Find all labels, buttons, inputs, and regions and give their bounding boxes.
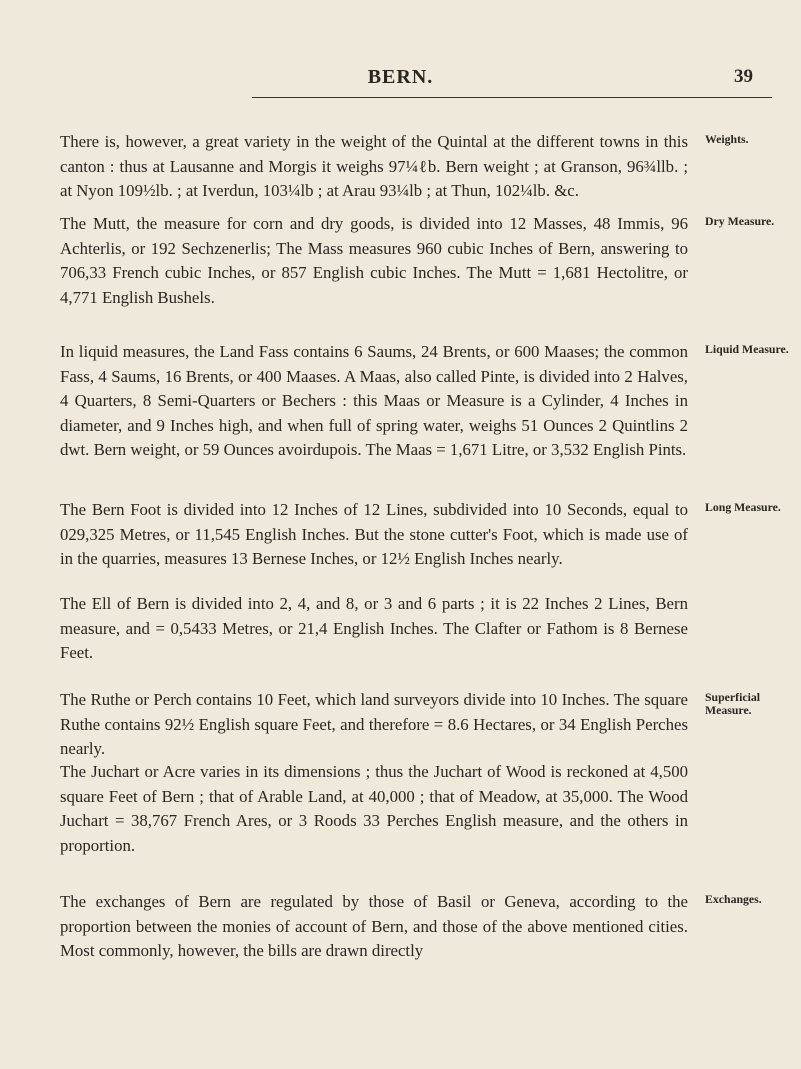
paragraph-text: The Bern Foot is divided into 12 Inches of 12 Lines, subdivided into 10 Seconds, equal to 029,325 Metres, or 11,545 English Inches. But the stone cutter's Foot, which is made use of in the quarries, measures 13 Bernese Inches, or 12½ English Inches nearly. xyxy=(60,500,688,568)
paragraph-text: The Ell of Bern is divided into 2, 4, and 8, or 3 and 6 parts ; it is 22 Inches 2 Lines, Bern measure, and = 0,5433 Metres, or 21,4 English Inches. The Clafter or Fathom is 8 Bernese Feet. xyxy=(60,594,688,662)
paragraph-ell xyxy=(60,592,688,666)
paragraph-text: The Juchart or Acre varies in its dimensions ; thus the Juchart of Wood is reckoned at 4,500 square Feet of Bern ; that of Arable Land, at 40,000 ; that of Meadow, at 35,000. The Wood Juchart = 38,767 French Ares, or 3 Roods 33 Perches English measure, and the others in proportion. xyxy=(60,762,688,855)
paragraph-text: In liquid measures, the Land Fass contains 6 Saums, 24 Brents, or 600 Maases; the common Fass, 4 Saums, 16 Brents, or 400 Maases. A Maas, also called Pinte, is divided into 2 Halves, 4 Quarters, 8 Semi-Quarters or Bechers : this Maas or Measure is a Cylinder, 4 Inches in diameter, and 9 Inches high, and when full of spring water, weighs 51 Ounces 2 Quintlins 2 dwt. Bern weight, or 59 Ounces avoirdupois. The Maas = 1,671 Litre, or 3,532 English Pints. xyxy=(60,342,688,459)
paragraph-long-measure xyxy=(60,498,688,572)
margin-note-weights: Weights. xyxy=(705,132,749,146)
page-number: 39 xyxy=(734,66,753,87)
paragraph-weights xyxy=(60,130,688,204)
running-title: BERN. xyxy=(367,66,434,88)
margin-note-superficial-measure: Superficial Measure. xyxy=(705,690,761,717)
margin-note-dry-measure: Dry Measure. xyxy=(705,214,775,228)
margin-note-exchanges: Exchanges. xyxy=(705,892,762,906)
paragraph-text: The exchanges of Bern are regulated by those of Basil or Geneva, according to the proportion between the monies of account of Bern, and those of the above mentioned cities. Most commonly, however, the bills are drawn directly xyxy=(60,892,688,960)
margin-note-liquid-measure: Liquid Measure. xyxy=(705,342,789,356)
margin-note-long-measure: Long Measure. xyxy=(705,500,781,514)
paragraph-text: There is, however, a great variety in the weight of the Quintal at the different towns in this canton : thus at Lausanne and Morgis it weighs 97¼ℓb. Bern weight ; at Granson, 96¾llb. ; at Nyon 109½lb. ; at Iverdun, 103¼lb ; at Arau 93¼lb ; at Thun, 102¼lb. &c. xyxy=(60,132,688,200)
header-rule xyxy=(252,97,772,98)
paragraph-text: The Mutt, the measure for corn and dry goods, is divided into 12 Masses, 48 Immis, 96 Achterlis, or 192 Sechzenerlis; The Mass measures 960 cubic Inches of Bern, answering to 706,33 French cubic Inches, or 857 English cubic Inches. The Mutt = 1,681 Hectolitre, or 4,771 English Bushels. xyxy=(60,214,688,307)
paragraph-text: The Ruthe or Perch contains 10 Feet, which land surveyors divide into 10 Inches. The square Ruthe contains 92½ English square Feet, and therefore = 8.6 Hectares, or 34 English Perches nearly. xyxy=(60,690,688,758)
paragraph-juchart xyxy=(60,760,688,858)
paragraph-dry-measure xyxy=(60,212,688,310)
paragraph-exchanges xyxy=(60,890,688,964)
page-header xyxy=(0,66,801,106)
paragraph-superficial-measure xyxy=(60,688,688,762)
paragraph-liquid-measure xyxy=(60,340,688,463)
